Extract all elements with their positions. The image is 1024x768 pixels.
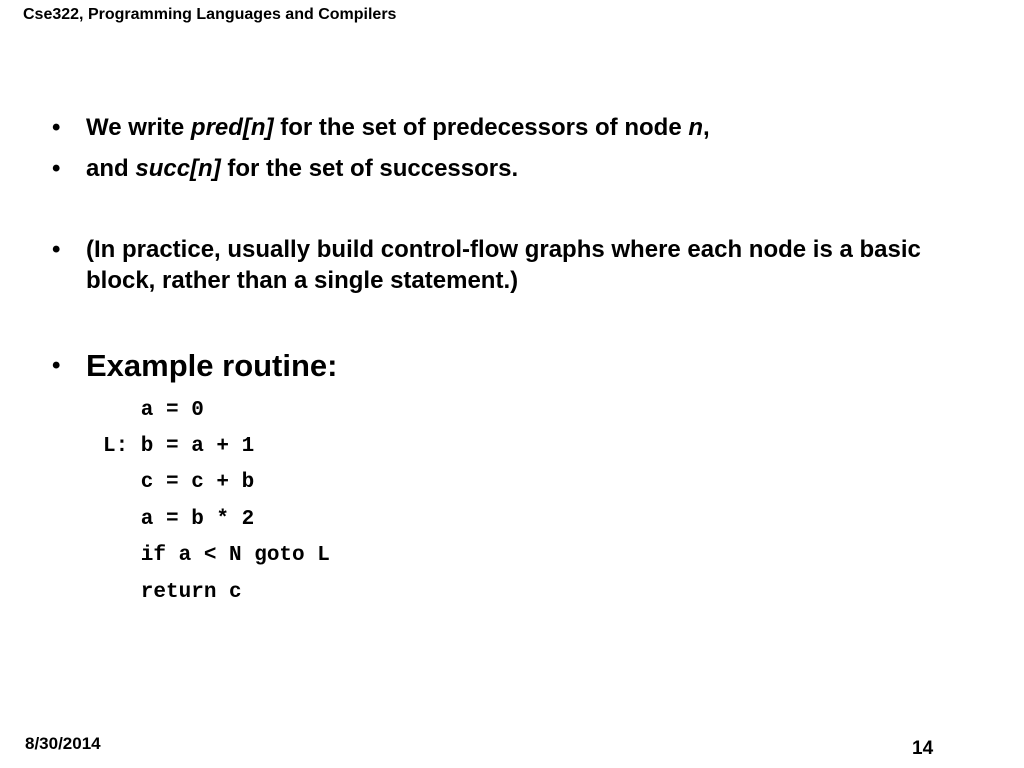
bullet-marker: • bbox=[52, 352, 61, 379]
bullet-text: Example routine: bbox=[86, 348, 338, 383]
slide-header-title: Cse322, Programming Languages and Compilers bbox=[23, 6, 397, 23]
bullet-text bbox=[86, 112, 710, 143]
text-segment: for the set of successors. bbox=[220, 155, 519, 182]
text-segment: , bbox=[703, 114, 710, 141]
italic-term: succ[n] bbox=[135, 155, 221, 182]
page-number: 14 bbox=[912, 738, 934, 759]
footer-date: 8/30/2014 bbox=[25, 734, 101, 753]
code-line: a = b * 2 bbox=[103, 508, 255, 531]
text-segment: We write bbox=[86, 114, 191, 141]
code-line: L: b = a + 1 bbox=[103, 435, 255, 458]
code-line: return c bbox=[103, 581, 242, 604]
code-line: c = c + b bbox=[103, 471, 255, 494]
bullet-text: (In practice, usually build control-flow graphs where each node is a basic block, rather than a single statement.) bbox=[86, 236, 921, 294]
code-line: a = 0 bbox=[103, 399, 204, 422]
bullet-marker: • bbox=[52, 155, 61, 182]
code-line: if a < N goto L bbox=[103, 544, 330, 567]
text-segment: and bbox=[86, 155, 136, 182]
italic-term: pred[n] bbox=[190, 114, 274, 141]
bullet-marker: • bbox=[52, 114, 61, 141]
bullet-text bbox=[86, 153, 518, 184]
bullet-marker: • bbox=[52, 236, 61, 263]
italic-term: n bbox=[688, 114, 703, 141]
text-segment: for the set of predecessors of node bbox=[273, 114, 689, 141]
